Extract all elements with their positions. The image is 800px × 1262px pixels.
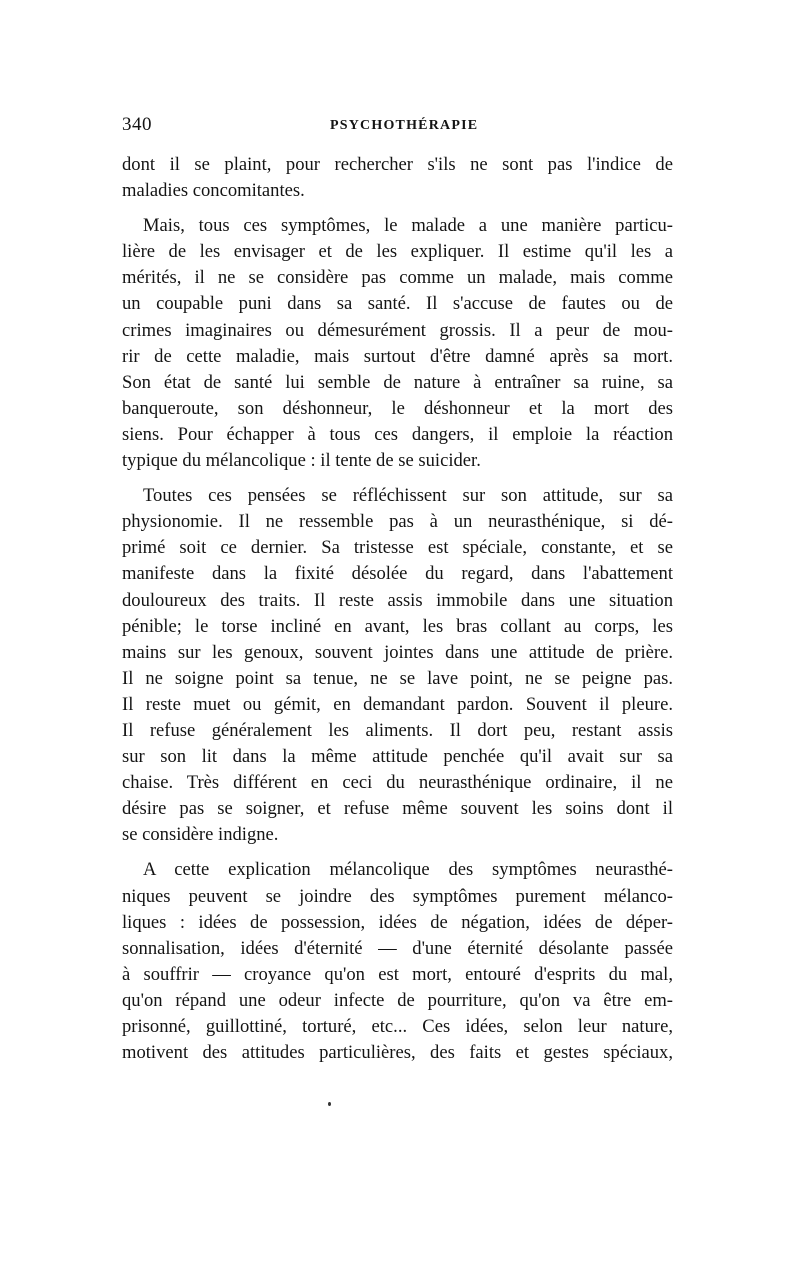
text-line: à souffrir — croyance qu'on est mort, entouré d'esprits du mal, xyxy=(122,963,673,985)
running-head xyxy=(122,114,670,140)
text-line: Mais, tous ces symptômes, le malade a une manière particu- xyxy=(143,215,673,237)
text-line: sur son lit dans la même attitude penchée qu'il avait sur sa xyxy=(122,746,673,768)
text-line: niques peuvent se joindre des symptômes purement mélanco- xyxy=(122,885,673,907)
text-line: prisonné, guillottiné, torturé, etc... Ces idées, selon leur nature, xyxy=(122,1016,673,1037)
text-line: Il refuse généralement les aliments. Il dort peu, restant assis xyxy=(122,719,673,741)
running-title: PSYCHOTHÉRAPIE xyxy=(330,118,479,133)
paragraph-3 xyxy=(122,483,673,848)
paragraph-2 xyxy=(122,213,673,474)
paragraph-4 xyxy=(122,857,673,1066)
text-line: rir de cette maladie, mais surtout d'être damné après sa mort. xyxy=(122,345,673,367)
text-line: maladies concomitantes. xyxy=(122,180,305,202)
text-line: liques : idées de possession, idées de négation, idées de déper- xyxy=(122,911,673,933)
text-line: Il reste muet ou gémit, en demandant pardon. Souvent il pleure. xyxy=(122,693,673,715)
text-line: un coupable puni dans sa santé. Il s'accuse de fautes ou de xyxy=(122,293,673,315)
text-line: manifeste dans la fixité désolée du regard, dans l'abattement xyxy=(122,563,673,585)
page-number: 340 xyxy=(122,114,152,135)
text-line: qu'on répand une odeur infecte de pourriture, qu'on va être em- xyxy=(122,989,673,1011)
text-line: banqueroute, son déshonneur, le déshonneur et la mort des xyxy=(122,397,673,419)
text-line: chaise. Très différent en ceci du neurasthénique ordinaire, il ne xyxy=(122,772,673,794)
text-line: motivent des attitudes particulières, des faits et gestes spéciaux, xyxy=(122,1042,673,1064)
text-line: Il ne soigne point sa tenue, ne se lave point, ne se peigne pas. xyxy=(122,667,673,689)
text-line: primé soit ce dernier. Sa tristesse est spéciale, constante, et se xyxy=(122,537,673,559)
text-line: mains sur les genoux, souvent jointes dans une attitude de prière. xyxy=(122,641,673,663)
text-line: lière de les envisager et de les expliquer. Il estime qu'il les a xyxy=(122,241,673,263)
text-line: crimes imaginaires ou démesurément grossis. Il a peur de mou- xyxy=(122,319,673,341)
ink-speck xyxy=(328,1102,331,1106)
text-line: mérités, il ne se considère pas comme un malade, mais comme xyxy=(122,267,673,289)
text-line: Son état de santé lui semble de nature à entraîner sa ruine, sa xyxy=(122,371,673,393)
text-line: sonnalisation, idées d'éternité — d'une éternité désolante passée xyxy=(122,937,673,959)
text-line: pénible; le torse incliné en avant, les bras collant au corps, les xyxy=(122,615,673,637)
text-line: Toutes ces pensées se réfléchissent sur son attitude, sur sa xyxy=(143,485,673,507)
text-line: désire pas se soigner, et refuse même souvent les soins dont il xyxy=(122,798,673,820)
text-line: douloureux des traits. Il reste assis immobile dans une situation xyxy=(122,589,673,611)
text-line: se considère indigne. xyxy=(122,824,279,846)
text-line: physionomie. Il ne ressemble pas à un neurasthénique, si dé- xyxy=(122,511,673,533)
text-line: siens. Pour échapper à tous ces dangers, il emploie la réaction xyxy=(122,423,673,445)
text-line: A cette explication mélancolique des symptômes neurasthé- xyxy=(143,859,673,881)
body-text xyxy=(122,152,673,1066)
text-line: typique du mélancolique : il tente de se suicider. xyxy=(122,450,481,472)
text-line: dont il se plaint, pour rechercher s'ils ne sont pas l'indice de xyxy=(122,154,673,175)
paragraph-1 xyxy=(122,152,673,204)
